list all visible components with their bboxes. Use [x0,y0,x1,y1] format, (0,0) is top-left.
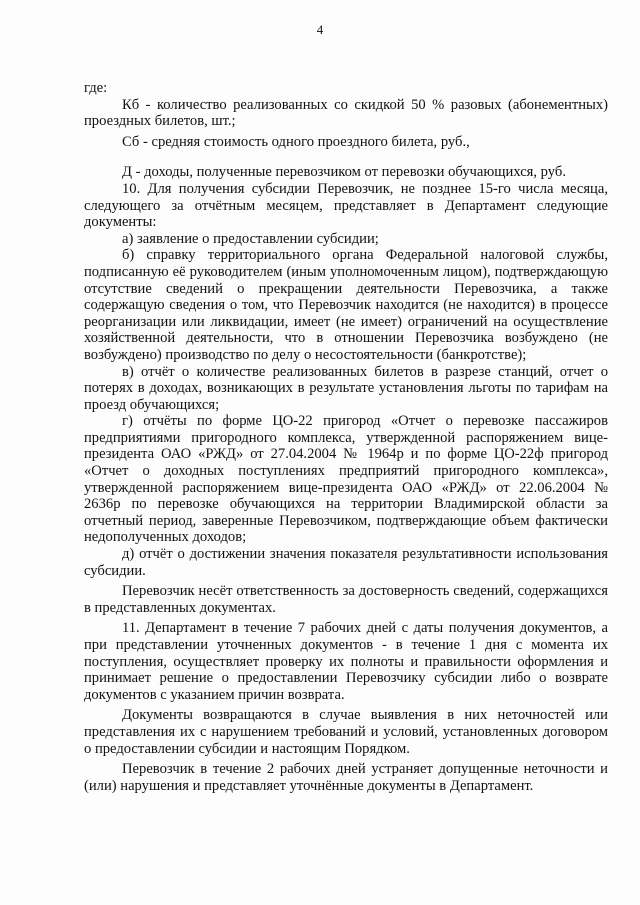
list-item-d: д) отчёт о достижении значения показателя результативности использования субсидии. [84,546,608,579]
list-item-g: г) отчёты по форме ЦО-22 пригород «Отчет о перевозке пассажиров предприятиями пригородного комплекса, утвержденной распоряжением вице-президента ОАО «РЖД» от 27.04.2004 № 1964р и по форме ЦО-22ф пригород «Отчет о доходных поступлениях предприятий пригородного комплекса», утвержденной распоряжением вице-президента ОАО «РЖД» от 22.06.2004 № 2636р по перевозке обучающихся на территории Владимирской области за отчетный период, заверенные Перевозчиком, подтверждающие объем фактически недополученных доходов; [84,413,608,546]
list-item-a: а) заявление о предоставлении субсидии; [122,230,379,247]
document-body [84,80,608,794]
paragraph-d-definition: Д - доходы, полученные перевозчиком от перевозки обучающихся, руб. [122,164,566,181]
paragraph-sb-definition: Сб - средняя стоимость одного проездного билета, руб., [122,133,470,150]
list-item-v: в) отчёт о количестве реализованных билетов в разрезе станций, отчет о потерях в доходах, возникающих в результате установления льготы по тарифам на проезд обучающихся; [84,363,608,413]
page-number: 4 [316,22,324,37]
paragraph-kb-definition: Кб - количество реализованных со скидкой 50 % разовых (абонементных) проездных билетов, шт.; [84,96,608,130]
paragraph-corrections: Перевозчик в течение 2 рабочих дней устраняет допущенные неточности и (или) нарушения и представляет уточнённые документы в Департамент. [84,761,608,794]
paragraph-clause-11: 11. Департамент в течение 7 рабочих дней с даты получения документов, а при представлении уточненных документов - в течение 1 дня с момента их поступления, осуществляет проверку их полноты и правильности оформления и принимает решение о предоставлении Перевозчику субсидии либо о возврате документов с указанием причин возврата. [84,620,608,703]
paragraph-clause-10: 10. Для получения субсидии Перевозчик, не позднее 15-го числа месяца, следующего за отчётным месяцем, представляет в Департамент следующие документы: [84,180,608,231]
paragraph-documents-returned: Документы возвращаются в случае выявления в них неточностей или представления их с нарушением требований и условий, установленных договором о предоставлении субсидии и настоящим Порядком. [84,707,608,757]
paragraph-responsibility: Перевозчик несёт ответственность за достоверность сведений, содержащихся в представленных документах. [84,583,608,616]
paragraph-where: где: [84,80,108,96]
list-item-b: б) справку территориального органа Федеральной налоговой службы, подписанную её руководителем (иным уполномоченным лицом), подтверждающую отсутствие сведений о прекращении деятельности Перевозчика, а также содержащую сведения о том, что Перевозчик находится (не находится) в процессе реорганизации или ликвидации, имеет (не имеет) ограничений на осуществление хозяйственной деятельности, что в отношении Перевозчика возбуждено (не возбуждено) производство по делу о несостоятельности (банкротстве); [84,247,608,363]
